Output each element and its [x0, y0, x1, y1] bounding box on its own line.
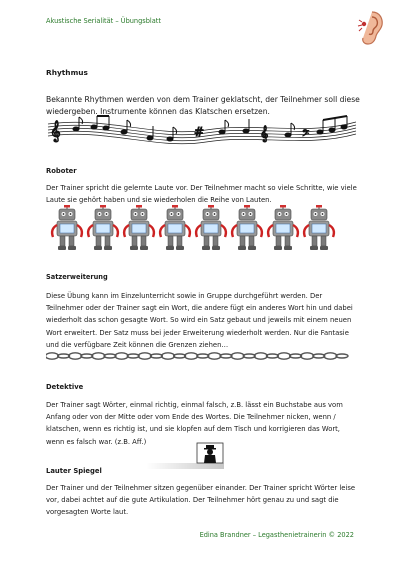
satzerweiterung-title: Satzerweiterung — [46, 273, 108, 281]
chain-link — [336, 354, 348, 358]
spy-figure-icon — [196, 442, 224, 464]
chain-link — [254, 353, 267, 359]
robot-icon — [88, 205, 118, 250]
chain-link — [197, 354, 209, 358]
detektive-text: Der Trainer sagt Wörter, einmal richtig, einmal falsch, z.B. lässt ein Buchstabe aus vom Anfang oder von der Mitte oder vom Ende des Wortes. Die Teilnehmer nicken, wenn / klatschen, wenn es richtig ist, und sie klopfen auf dem Tisch und korrigieren das Wort, wenn es falsch war. (z.B. Aff.) — [46, 401, 343, 446]
rhythmus-title: Rhythmus — [46, 68, 88, 77]
robot-icon — [124, 205, 154, 250]
chain-link — [127, 354, 139, 358]
chain-link — [243, 354, 255, 358]
chain-link — [324, 353, 337, 359]
svg-text:𝄞: 𝄞 — [50, 121, 61, 142]
svg-text:𝄢: 𝄢 — [302, 128, 310, 141]
spiegel-text: Der Trainer und der Teilnehmer sitzen gegenüber einander. Der Trainer spricht Wörter leise vor, dabei achtet auf die gute Artikulation. Der Teilnehmer hört genau zu und sagt die vorgesagten Worte laut. — [46, 484, 356, 517]
rhythmus-text: Bekannte Rhythmen werden von dem Trainer geklatscht, der Teilnehmer soll diese wiedergeben. Instrumente können das Klatschen ersetzen. — [46, 95, 360, 116]
robot-icon — [196, 205, 226, 250]
chain-divider-icon — [46, 351, 358, 361]
chain-link — [150, 354, 162, 358]
satzerweiterung-text: Diese Übung kann im Einzelunterricht sowie in Gruppe durchgeführt werden. Der Teilnehmer oder der Trainer sagt ein Wort, die andere fügt ein anderes Wort hin und dabei wiederholt das schon gesagte Wort. So wird ein Satz gebaut und jeweils mit einem neuen Wort erweitert. Der Satz muss bei jeder Erweiterung wiederholt werden. Nur die Fantasie und die verfügbare Zeit können die Grenzen ziehen… — [46, 292, 353, 349]
robot-row — [46, 205, 358, 251]
chain-link — [81, 354, 93, 358]
svg-text:𝄞: 𝄞 — [260, 126, 269, 142]
detektive-title: Detektive — [46, 383, 84, 391]
chain-link — [115, 353, 128, 359]
chain-link — [220, 354, 232, 358]
chain-link — [58, 354, 70, 358]
chain-link — [313, 354, 325, 358]
chain-link — [231, 353, 244, 359]
ear-logo-icon — [356, 10, 384, 46]
chain-link — [46, 353, 59, 359]
chain-link — [174, 354, 186, 358]
chain-link — [301, 353, 314, 359]
svg-text:#: # — [194, 125, 205, 139]
music-staff-icon — [46, 112, 358, 146]
chain-link — [278, 353, 291, 359]
roboter-title: Roboter — [46, 167, 77, 175]
header-title: Akustische Serialität – Übungsblatt — [46, 17, 161, 25]
chain-link — [185, 353, 198, 359]
robot-icon — [304, 205, 334, 250]
robot-icon — [232, 205, 262, 250]
spiegel-title: Lauter Spiegel — [46, 467, 102, 475]
robot-icon — [268, 205, 298, 250]
robot-icon — [160, 205, 190, 250]
chain-link — [162, 353, 175, 359]
robot-icon — [52, 205, 82, 250]
chain-link — [104, 354, 116, 358]
chain-link — [266, 354, 278, 358]
chain-link — [138, 353, 151, 359]
roboter-text: Der Trainer spricht die gelernte Laute vor. Der Teilnehmer macht so viele Schritte, wie viele Laute sie gehört haben und sie wiederholen die Reihe von Lauten. — [46, 184, 357, 205]
chain-link — [208, 353, 221, 359]
chain-link — [69, 353, 82, 359]
footer-credit: Edina Brandner – Legasthenietrainerin © 2022 — [199, 531, 354, 539]
chain-link — [290, 354, 302, 358]
chain-link — [92, 353, 105, 359]
